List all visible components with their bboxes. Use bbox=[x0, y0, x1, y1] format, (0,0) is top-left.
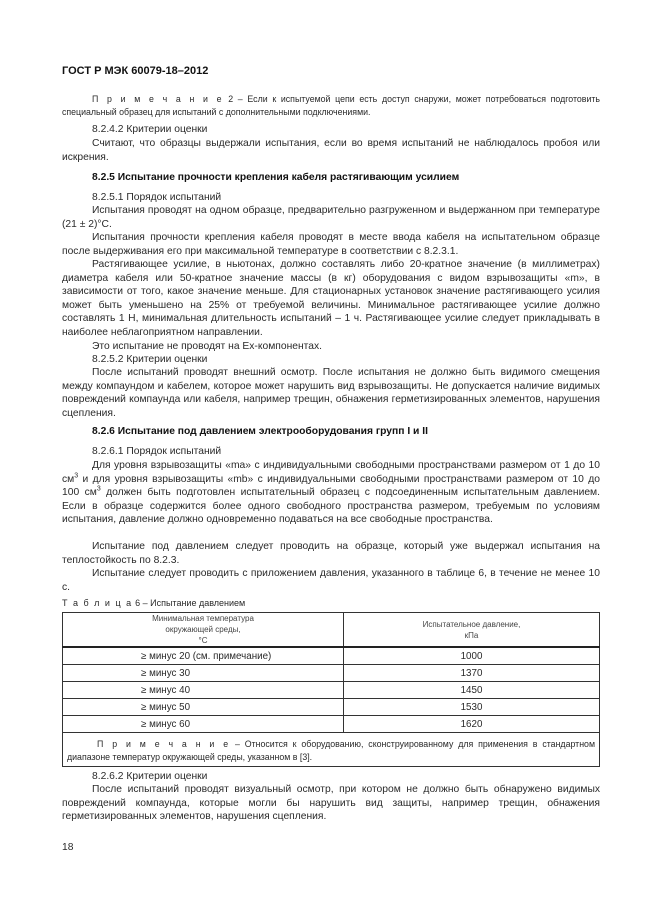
caption-text: 6 – Испытание давлением bbox=[132, 598, 246, 608]
paragraph: Испытания проводят на одном образце, предварительно разгруженном и выдержанном при температуре (21 ± 2)°С. bbox=[62, 205, 600, 230]
section-8-2-6-2-title: 8.2.6.2 Критерии оценки bbox=[92, 771, 208, 782]
column-header-pressure: Испытательное давление, кПа bbox=[344, 613, 600, 648]
paragraph: Испытание под давлением следует проводить на образце, который уже выдержал испытания на теплостойкость по 8.2.3. bbox=[62, 541, 600, 566]
paragraph: После испытаний проводят внешний осмотр. После испытания не должно быть видимого смещения между компаундом и кабелем, которое может нарушить вид взрывозащиты. Не допускается наличие видимых повреждений компаунда или кабеля, например трещин, обнажения герметизированных элементов, нарушения сцепления. bbox=[62, 367, 600, 419]
paragraph: Испытания прочности крепления кабеля проводят в месте ввода кабеля на испытательном образце после выдерживания его при максимальной температуре в соответствии с 8.2.3.1. bbox=[62, 232, 600, 257]
section-8-2-6-heading: 8.2.6 Испытание под давлением электрооборудования групп I и II bbox=[92, 426, 428, 437]
table-note-row bbox=[63, 733, 600, 767]
table-row: ≥ минус 40 1450 bbox=[63, 682, 600, 699]
paragraph bbox=[62, 459, 600, 527]
table-row: ≥ минус 60 1620 bbox=[63, 716, 600, 733]
note-label: П р и м е ч а н и е bbox=[92, 94, 224, 104]
document-header: ГОСТ Р МЭК 60079-18–2012 bbox=[62, 65, 209, 77]
note-label: П р и м е ч а н и е bbox=[97, 739, 231, 749]
text: Для уровня взрывозащиты «ma» с индивидуальными свободными пространствами размером от 1 до 10 см bbox=[62, 460, 600, 485]
superscript: 3 bbox=[96, 485, 101, 493]
section-8-2-5-1-title: 8.2.5.1 Порядок испытаний bbox=[92, 192, 222, 203]
table-caption bbox=[62, 597, 600, 610]
section-8-2-5-heading: 8.2.5 Испытание прочности крепления кабеля растягивающим усилием bbox=[92, 172, 460, 183]
paragraph: Испытание следует проводить с приложением давления, указанного в таблице 6, в течение не менее 10 с. bbox=[62, 568, 600, 593]
column-header-temperature: Минимальная температура окружающей среды, °С bbox=[63, 613, 344, 648]
section-8-2-4-2-title: 8.2.4.2 Критерии оценки bbox=[92, 124, 208, 135]
caption-label: Т а б л и ц а bbox=[62, 598, 133, 608]
note-text: – Относится к оборудованию, сконструированному для применения в стандартном диапазоне температур окружающей среды, указанном в [3]. bbox=[67, 739, 595, 762]
page-number: 18 bbox=[62, 842, 74, 853]
superscript: 3 bbox=[74, 472, 79, 480]
note-text: 2 – Если к испытуемой цепи есть доступ снаружи, может потребоваться подготовить специальный образец для испытаний с дополнительными подключениями. bbox=[62, 94, 600, 117]
paragraph: После испытаний проводят визуальный осмотр, при котором не должно быть обнаружено видимых повреждений компаунда, которые могли бы нарушить вид защиты, например трещин, обнажения герметизированных элементов, нарушения сцепления. bbox=[62, 784, 600, 823]
pressure-table bbox=[62, 612, 600, 767]
section-8-2-4-2-text: Считают, что образцы выдержали испытания, если во время испытаний не наблюдалось пробоя или искрения. bbox=[62, 138, 600, 163]
paragraph: Это испытание не проводят на Ex-компонентах. bbox=[92, 341, 323, 352]
table-row: ≥ минус 30 1370 bbox=[63, 665, 600, 682]
paragraph: Растягивающее усилие, в ньютонах, должно составлять либо 20-кратное значение (в миллиметрах) диаметра кабеля или 50-кратное значение массы (в кг) оборудования с видом взрывозащиты «m», в зависимости от того, какое значение меньше. Для стационарных установок значение растягивающего усилия может быть уменьшено на 25% от требуемой величины. Минимальное растягивающее усилие должно составлять 1 Н, минимальная длительность испытаний – 1 ч. Растягивающее усилие следует прикладывать в наиболее неблагоприятном направлении. bbox=[62, 259, 600, 338]
table-header-row bbox=[63, 613, 600, 648]
section-8-2-5-2-title: 8.2.5.2 Критерии оценки bbox=[92, 354, 208, 365]
table-row: ≥ минус 50 1530 bbox=[63, 699, 600, 716]
text: должен быть подготовлен испытательный образец с подсоединенным испытательным давлением. Если в образце содержится более одного свободного пространства размером, требуемым по условиям испытания, давление должно одновременно подаваться на все свободные пространства. bbox=[62, 487, 600, 526]
table-row: ≥ минус 20 (см. примечание) 1000 bbox=[63, 647, 600, 665]
section-8-2-6-1-title: 8.2.6.1 Порядок испытаний bbox=[92, 446, 222, 457]
text: и для уровня взрывозащиты «mb» с индивидуальными свободными пространствами размером от 10 до 100 см bbox=[62, 473, 600, 499]
note-2 bbox=[62, 93, 600, 118]
